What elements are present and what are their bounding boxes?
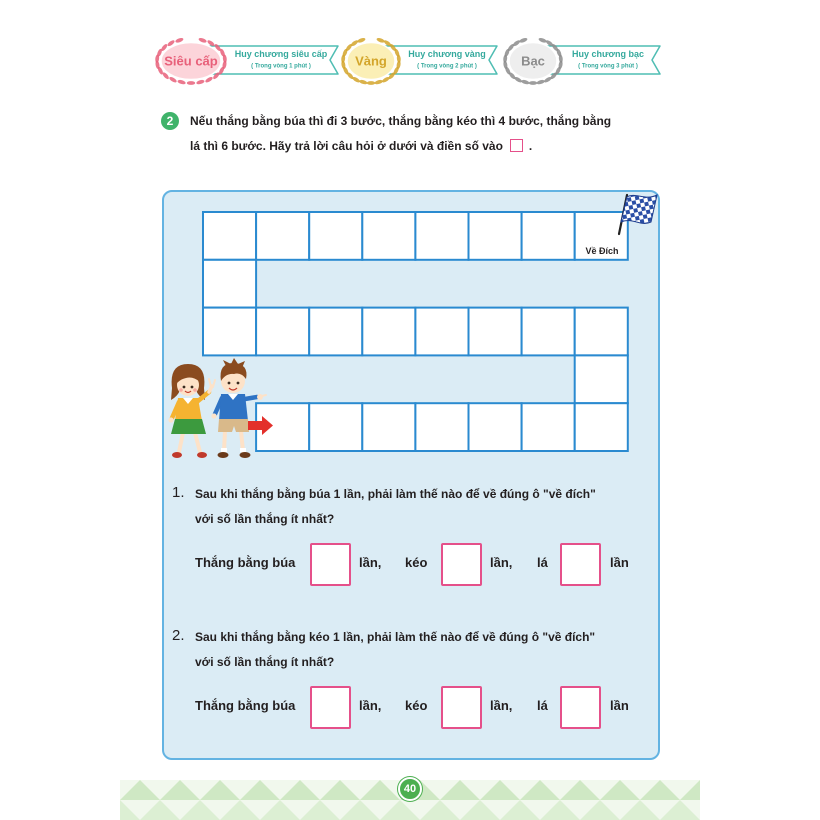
scissors-label: kéo <box>405 555 428 570</box>
page-number: 40 <box>398 777 422 801</box>
unit-label: lần, <box>490 555 513 570</box>
board-cell <box>522 403 575 451</box>
board-cell <box>309 212 362 260</box>
sub-question-line-1: Sau khi thắng bằng kéo 1 lần, phải làm thế nào để về đúng ô "về đích" <box>195 630 596 644</box>
board-cell <box>203 308 256 356</box>
unit-label: lần <box>610 698 629 713</box>
answer-box-rock <box>310 686 351 729</box>
answer-box-scissors <box>441 543 482 586</box>
question-number: 2 <box>161 112 179 130</box>
answer-box-scissors <box>441 686 482 729</box>
unit-label: lần, <box>490 698 513 713</box>
medal-subtitle: ( Trong vòng 2 phút ) <box>417 63 477 70</box>
board-cell <box>575 308 628 356</box>
board-cell <box>256 212 309 260</box>
board-cell <box>469 212 522 260</box>
board-cell <box>256 308 309 356</box>
girl-figure <box>168 364 215 458</box>
board-cell <box>309 403 362 451</box>
board-cell <box>575 403 628 451</box>
answer-box-paper <box>560 543 601 586</box>
board-cell <box>575 355 628 403</box>
finish-label: Về Đích <box>585 246 619 256</box>
board-cell <box>415 308 468 356</box>
unit-label: lần, <box>359 555 382 570</box>
sub-question-line-2: với số lần thắng ít nhất? <box>195 655 335 669</box>
medal-title: Huy chương vàng <box>408 49 486 59</box>
sub-question-line-2: với số lần thắng ít nhất? <box>195 512 335 526</box>
medal-title: Huy chương siêu cấp <box>234 49 328 59</box>
board-cell <box>415 212 468 260</box>
question-line-2-end: . <box>528 139 533 153</box>
unit-label: lần <box>610 555 629 570</box>
board-cell <box>203 260 256 308</box>
medal-subtitle: ( Trong vòng 1 phút ) <box>251 63 311 70</box>
board-cell <box>469 308 522 356</box>
question-line-1: Nếu thắng bằng búa thì đi 3 bước, thắng bằng kéo thì 4 bước, thắng bằng <box>190 114 612 128</box>
medal-subtitle: ( Trong vòng 3 phút ) <box>578 63 638 70</box>
board-cell <box>469 403 522 451</box>
scissors-label: kéo <box>405 698 428 713</box>
board-path <box>203 212 628 451</box>
answer-box-paper <box>560 686 601 729</box>
board-cell <box>203 212 256 260</box>
medal-badge-label: Bạc <box>521 53 545 69</box>
board-cell <box>415 403 468 451</box>
children-icon <box>168 358 266 458</box>
medal-badge-label: Vàng <box>355 53 387 69</box>
answer-label: Thắng bằng búa <box>195 698 296 713</box>
board-cell <box>362 212 415 260</box>
answer-box-rock <box>310 543 351 586</box>
sub-question-number: 1. <box>172 484 185 501</box>
sub-question-number: 2. <box>172 627 185 644</box>
board-cell <box>362 403 415 451</box>
medal-badge-label: Siêu cấp <box>164 53 218 69</box>
answer-label: Thắng bằng búa <box>195 555 296 570</box>
question-line-2: lá thì 6 bước. Hãy trả lời câu hỏi ở dưới và điền số vào <box>190 139 503 153</box>
board-cell <box>522 212 575 260</box>
medal-title: Huy chương bạc <box>572 49 644 59</box>
paper-label: lá <box>537 555 548 570</box>
board-cell <box>522 308 575 356</box>
board-cell <box>362 308 415 356</box>
sub-question-line-1: Sau khi thắng bằng búa 1 lần, phải làm thế nào để về đúng ô "về đích" <box>195 487 596 501</box>
unit-label: lần, <box>359 698 382 713</box>
board-cell <box>309 308 362 356</box>
paper-label: lá <box>537 698 548 713</box>
